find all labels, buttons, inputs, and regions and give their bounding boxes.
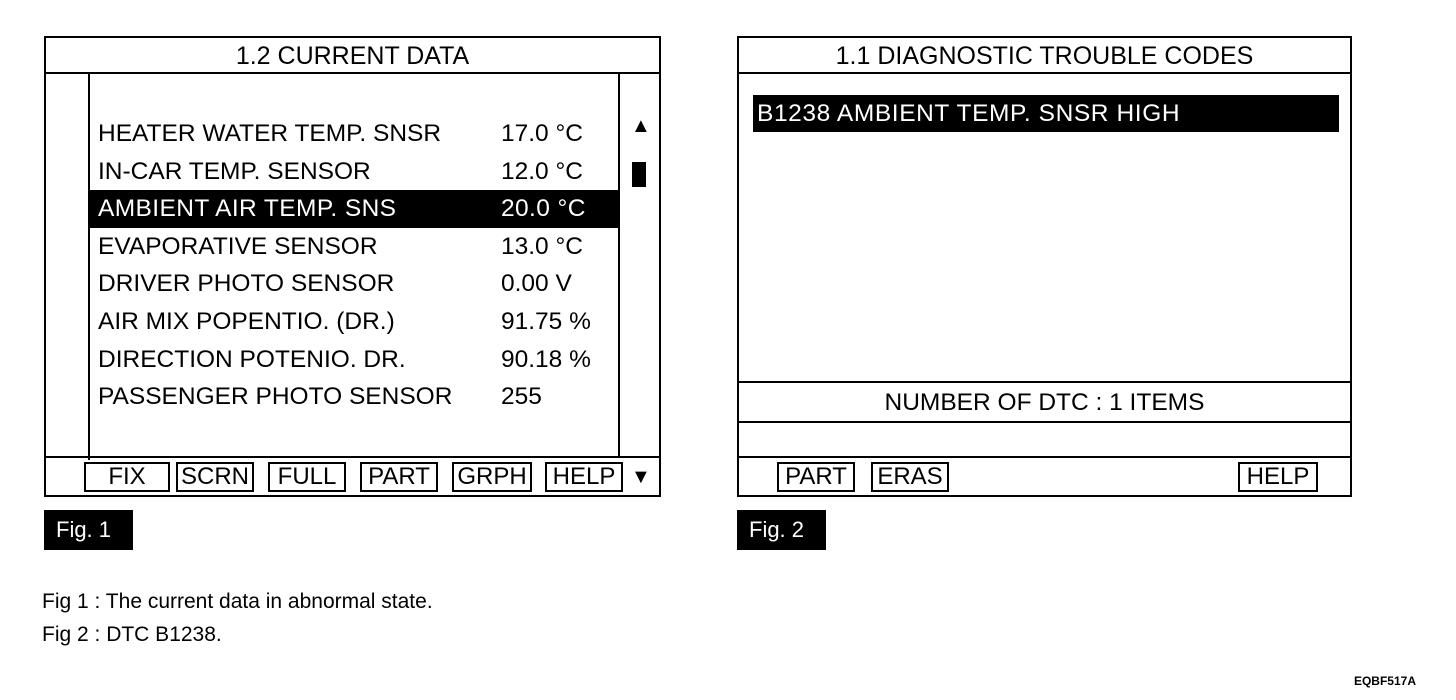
data-row-value: 12.0 °C xyxy=(501,157,583,185)
current-data-title: 1.2 CURRENT DATA xyxy=(46,38,659,74)
data-row-heater-water-temp[interactable] xyxy=(90,115,618,153)
data-row-name: HEATER WATER TEMP. SNSR xyxy=(98,120,442,147)
scroll-thumb-icon[interactable] xyxy=(632,162,646,187)
fix-button[interactable]: FIX xyxy=(84,462,170,492)
data-row-value: 91.75 % xyxy=(501,307,591,335)
scrollbar[interactable] xyxy=(618,74,661,488)
data-row-air-mix-potentio[interactable] xyxy=(90,303,618,341)
data-row-passenger-photo-sensor[interactable] xyxy=(90,378,618,416)
data-row-value: 20.0 °C xyxy=(501,195,586,223)
data-row-value: 13.0 °C xyxy=(501,232,583,260)
help-button[interactable]: HELP xyxy=(545,462,623,492)
data-row-value: 90.18 % xyxy=(501,345,591,373)
data-row-driver-photo-sensor[interactable] xyxy=(90,265,618,303)
data-row-value: 17.0 °C xyxy=(501,120,583,147)
data-row-name: AIR MIX POPENTIO. (DR.) xyxy=(98,307,395,335)
dtc-item-selected[interactable]: B1238 AMBIENT TEMP. SNSR HIGH xyxy=(753,95,1339,132)
dtc-screen xyxy=(737,36,1352,497)
grph-button[interactable]: GRPH xyxy=(452,462,532,492)
document-code: EQBF517A xyxy=(1353,674,1416,688)
data-row-name: PASSENGER PHOTO SENSOR xyxy=(98,383,453,411)
caption-fig2: Fig 2 : DTC B1238. xyxy=(42,623,222,646)
current-data-screen xyxy=(44,36,661,497)
data-row-value: 255 xyxy=(501,383,542,411)
data-row-name: DIRECTION POTENIO. DR. xyxy=(98,345,406,373)
scroll-up-icon[interactable]: ▲ xyxy=(631,115,651,137)
data-row-evaporative-sensor[interactable] xyxy=(90,228,618,266)
caption-fig1: Fig 1 : The current data in abnormal state. xyxy=(42,590,433,613)
function-key-bar xyxy=(739,456,1350,495)
part-button[interactable]: PART xyxy=(360,462,438,492)
scroll-down-icon[interactable]: ▼ xyxy=(631,466,651,488)
data-row-name: EVAPORATIVE SENSOR xyxy=(98,232,378,260)
data-row-name: AMBIENT AIR TEMP. SNS xyxy=(98,195,397,223)
data-row-name: IN-CAR TEMP. SENSOR xyxy=(98,157,371,185)
data-row-ambient-air-temp-selected[interactable] xyxy=(90,190,618,228)
fig2-label: Fig. 2 xyxy=(737,510,826,550)
function-key-bar xyxy=(46,456,659,495)
fig1-label: Fig. 1 xyxy=(44,510,133,550)
dtc-title: 1.1 DIAGNOSTIC TROUBLE CODES xyxy=(739,38,1350,74)
scrn-button[interactable]: SCRN xyxy=(176,462,254,492)
eras-button[interactable]: ERAS xyxy=(871,462,949,492)
data-row-value: 0.00 V xyxy=(501,270,572,298)
full-button[interactable]: FULL xyxy=(268,462,346,492)
data-row-direction-potenio[interactable] xyxy=(90,341,618,379)
data-row-in-car-temp[interactable] xyxy=(90,153,618,191)
part-button[interactable]: PART xyxy=(777,462,855,492)
help-button[interactable]: HELP xyxy=(1238,462,1318,492)
dtc-count: NUMBER OF DTC : 1 ITEMS xyxy=(739,381,1350,423)
data-row-name: DRIVER PHOTO SENSOR xyxy=(98,270,395,298)
